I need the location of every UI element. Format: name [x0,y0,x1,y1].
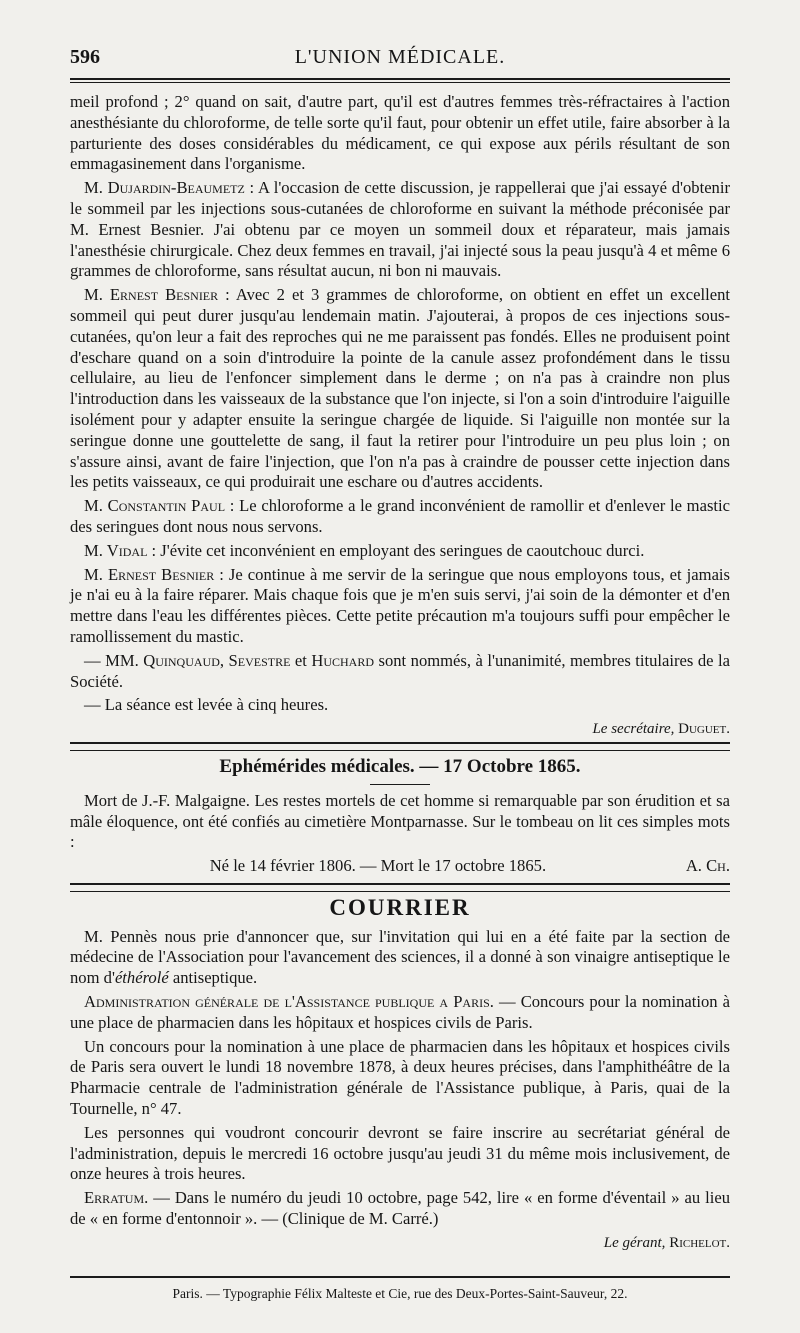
speaker-text: Je continue à me servir de la seringue que nous employons tous, et jamais je n'ai eu à la faire réparer. Mais chaque fois que je m'en suis servi, j'ai soin de la démonter et d'en mettre dans l'eau les différentes pièces. Cette petite précaution m'a toujours suffi pour empêcher le ramollissement du mastic. [70,564,731,646]
epitaph-line [70,856,730,877]
paragraph-nominations [70,651,730,693]
nominee-names: Quinquaud, Sevestre [143,650,291,670]
signature-role: Le gérant, [603,1234,666,1251]
header-rule-thin [70,82,730,83]
speaker-name: M. Dujardin-Beaumetz : [84,178,255,198]
nomination-text: sont nommés, à l'unanimité, membres titulaires de la Société. [70,650,730,691]
speaker-name: M. Ernest Besnier : [84,285,230,305]
epitaph-text: Né le 14 février 1806. — Mort le 17 octobre 1865. [209,856,547,876]
speaker-text: Le chloroforme a le grand inconvénient de ramollir et d'enlever le mastic des seringues dont nous nous servons. [70,496,730,536]
courrier-erratum [70,1188,730,1230]
gerant-signature [70,1233,730,1254]
nominee-name: Huchard [311,650,375,670]
article-body [70,92,730,1254]
signature-name: Duguet. [678,721,730,738]
printer-imprint: Paris. — Typographie Félix Malteste et Cie, rue des Deux-Portes-Saint-Sauveur, 22. [172,1286,628,1301]
running-title: L'UNION MÉDICALE. [294,46,506,68]
speaker-text: Avec 2 et 3 grammes de chloroforme, on obtient en effet un excellent sommeil qui peut durer jusqu'au lendemain matin. J'ajouterai, à propos de ces injections sous-cutanées, qu'on leur a fait des reproches qui ne me paraissent pas fondés. Elles ne produisent point d'eschare quand on a soin d'introduire la pointe de la canule assez profondément dans le tissu cellulaire, au lieu de l'enfoncer simplement dans le derme ; on n'a pas à craindre non plus l'introduction dans les vaisseaux de la substance que l'on injecte, si l'on a soin d'introduire l'aiguille isolément pour y adapter ensuite la seringue chargée de liquide. Si l'aiguille non montée sur la seringue donne une gouttelette de sang, il faut la retirer pour l'introduire un peu plus loin ; on s'assure ainsi, avant de faire l'injection, que l'on n'a pas à craindre de pousser cette injection dans les petits vaisseaux, ce qui produirait une eschare ou d'autres accidents. [70,285,730,492]
erratum-text: — Dans le numéro du jeudi 10 octobre, page 542, lire « en forme d'éventail » au lieu de « en forme d'entonnoir ». — (Clinique de M. Carré.) [70,1188,730,1229]
page-header [70,46,730,74]
courrier-pennes [70,927,730,989]
ephemerides-author: A. Ch. [685,856,730,876]
signature-name: Richelot. [669,1234,730,1251]
speaker-text: A l'occasion de cette discussion, je rappellerai que j'ai essayé d'obtenir le sommeil par les injections sous-cutanées de chloroforme en suivant la méthode préconisée par M. Ernest Besnier. J'ai obtenu par ce moyen un sommeil doux et réparateur, mais jamais l'anesthésie chirurgicale. Chez deux femmes en travail, j'ai injecté sous la peau jusqu'à 4 et même 6 grammes de chloroforme, sans résultat aucun, ni bon ni mauvais. [70,178,730,281]
section-divider [70,742,730,751]
speaker-name: M. Constantin Paul : [84,496,235,516]
speaker-name: M. Ernest Besnier : [84,564,224,584]
speaker-text: J'évite cet inconvénient en employant des seringues de caoutchouc durci. [156,540,645,560]
courrier-text: M. Pennès nous prie d'annoncer que, sur l'invitation qui lui en a été faite par la section de médecine de l'Association pour l'avancement des sciences, il a donné à son vinaigre antiseptique le nom d' [70,926,730,988]
erratum-heading: Erratum. [84,1188,149,1208]
signature-role: Le secrétaire, [592,721,675,738]
ephemerides-title: Ephémérides médicales. — 17 Octobre 1865. [219,755,581,777]
header-rule [70,78,730,80]
page-number: 596 [70,46,100,68]
courrier-concours: Un concours pour la nomination à une place de pharmacien dans les hôpitaux et hospices civils de Paris sera ouvert le lundi 18 novembre 1878, à deux heures précises, dans l'amphithéâtre de la Pharmacie centrale de l'administration générale de l'Assistance publique, à Paris, quai de la Tournelle, n° 47. [70,1036,730,1119]
speaker-name: M. Vidal : [84,540,157,560]
paragraph-besnier-1 [70,285,730,493]
paragraph-continuation: meil profond ; 2° quand on sait, d'autre part, qu'il est d'autres femmes très-réfractaires à l'action anesthésiante du chloroforme, de telle sorte qu'il faut, pour obtenir un effet utile, faire absorber à la parturiente des doses considérables du médicament, ce qui expose aux périls résultant de son emmagasinement dans l'organisme. [70,92,730,174]
paragraph-session-end: — La séance est levée à cinq heures. [84,695,329,715]
paragraph-dujardin-beaumetz [70,178,730,282]
short-divider [370,784,430,785]
courrier-text-end: antiseptique. [168,968,258,988]
footer-rule [70,1276,730,1278]
paragraph-vidal [70,541,730,562]
paragraph-besnier-2 [70,565,730,648]
courrier-heading: Administration générale de l'Assistance publique a Paris. [84,992,494,1012]
ephemerides-text: Mort de J.-F. Malgaigne. Les restes mortels de cet homme si remarquable par son érudition et sa mâle éloquence, ont été confiés au cimetière Montparnasse. Sur le tombeau on lit ces simples mots : [70,790,730,852]
secretary-signature [70,719,730,740]
courrier-title: COURRIER [329,894,471,920]
courrier-emphasis: éthérolé [114,968,169,988]
section-divider [70,883,730,892]
courrier-text: — Concours pour la nomination à une place de pharmacien dans les hôpitaux et hospices civils de Paris. [70,992,731,1032]
paragraph-constantin-paul [70,496,730,538]
courrier-inscription: Les personnes qui voudront concourir devront se faire inscrire au secrétariat général de l'administration, depuis le mercredi 16 octobre jusqu'au jeudi 31 du même mois inclusivement, de onze heures à trois heures. [70,1122,730,1184]
nomination-conjunction: et [290,650,312,670]
courrier-assistance [70,992,730,1034]
nomination-prefix: — MM. [84,650,144,670]
